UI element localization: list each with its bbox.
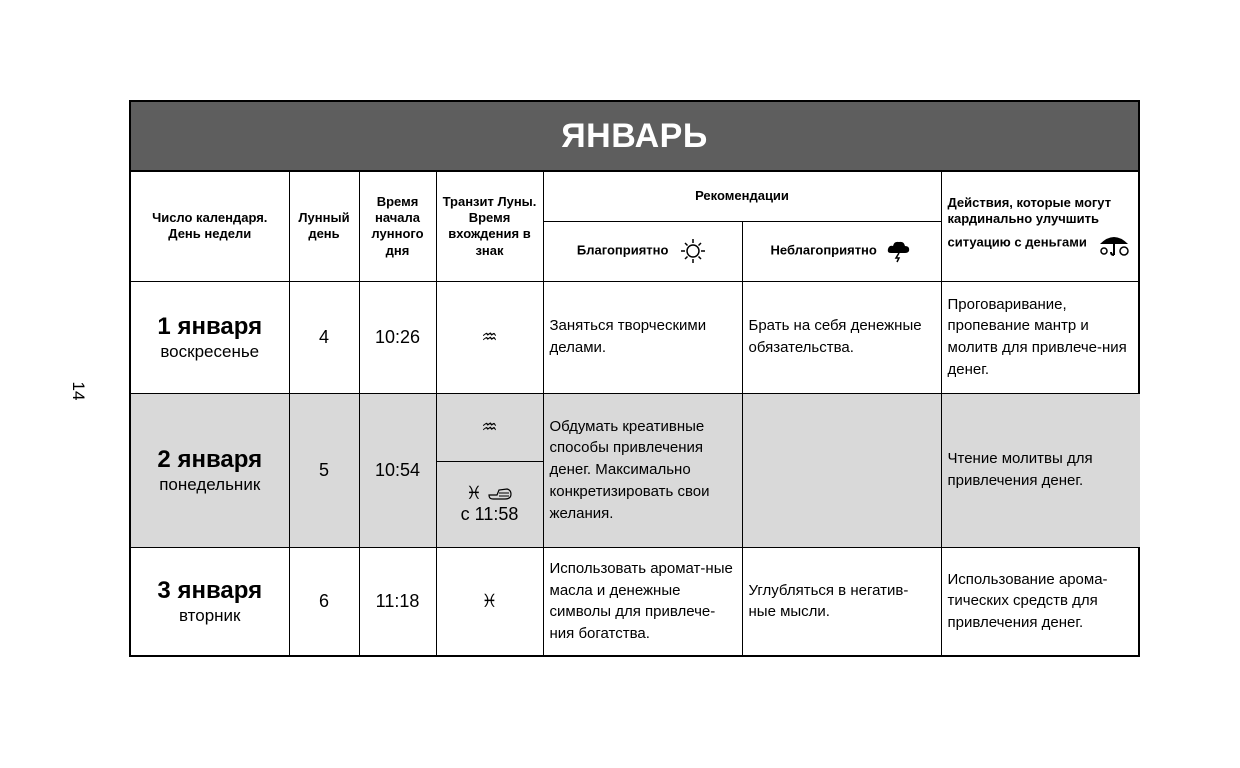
favorable-cell: Использовать аромат-ные масла и денежные символы для привлече-ния богатства.	[543, 547, 742, 655]
actions-cell: Чтение молитвы для привлечения денег.	[941, 393, 1140, 547]
page-number: 14	[69, 381, 88, 401]
aquarius-icon: ♒	[481, 326, 498, 347]
weekday-label: понедельник	[159, 475, 261, 494]
table-row	[131, 393, 1140, 461]
lunar-day-cell: 5	[289, 393, 359, 547]
start-time-cell: 11:18	[359, 547, 436, 655]
date-label: 2 января	[157, 446, 263, 473]
date-label: 3 января	[157, 577, 263, 605]
date-cell	[131, 393, 289, 547]
lunar-day-cell: 6	[289, 547, 359, 655]
transit-cell	[436, 281, 543, 393]
actions-cell: Проговаривание, пропевание мантр и молитв для привлече-ния денег.	[941, 281, 1140, 393]
calendar-grid	[131, 172, 1140, 655]
header-actions-label: Действия, которые могут кардинально улучшить ситуацию с деньгами	[947, 195, 1112, 249]
transit-cell-secondary	[436, 461, 543, 547]
lunar-day-cell: 4	[289, 281, 359, 393]
header-unfavorable-label: Неблагоприятно	[770, 242, 877, 258]
start-time-cell: 10:26	[359, 281, 436, 393]
sun-icon	[678, 238, 708, 264]
unfavorable-cell: Углубляться в негатив-ные мысли.	[742, 547, 941, 655]
transit-cell	[436, 393, 543, 461]
table-row	[131, 281, 1140, 393]
actions-cell: Использование арома-тических средств для привлечения денег.	[941, 547, 1140, 655]
table-row	[131, 547, 1140, 655]
header-actions	[941, 172, 1140, 281]
date-cell	[131, 281, 289, 393]
weekday-label: вторник	[179, 606, 241, 626]
month-title: ЯНВАРЬ	[131, 102, 1138, 172]
date-label: 1 января	[157, 313, 263, 340]
aquarius-icon: ♒	[481, 416, 498, 437]
header-date: Число календаря. День недели	[131, 172, 289, 281]
unfavorable-cell	[742, 393, 941, 547]
hand-icon	[487, 486, 513, 502]
pisces-icon: ♓	[465, 483, 483, 503]
favorable-cell: Обдумать креативные способы привлечения денег. Максимально конкретизировать свои желания.	[543, 393, 742, 547]
header-start-time: Время начала лунного дня	[359, 172, 436, 281]
favorable-cell: Заняться творческими делами.	[543, 281, 742, 393]
header-transit: Транзит Луны. Время вхождения в знак	[436, 172, 543, 281]
calendar-table	[129, 100, 1140, 657]
weekday-label: воскресенье	[160, 342, 260, 361]
header-lunar-day: Лунный день	[289, 172, 359, 281]
header-unfavorable	[742, 221, 941, 281]
storm-cloud-icon	[886, 239, 912, 263]
transit-time: с 11:58	[460, 504, 519, 524]
money-umbrella-icon	[1096, 228, 1132, 258]
unfavorable-cell: Брать на себя денежные обязательства.	[742, 281, 941, 393]
date-cell	[131, 547, 289, 655]
header-favorable-label: Благоприятно	[576, 242, 669, 258]
pisces-icon: ♓	[481, 590, 498, 611]
transit-cell	[436, 547, 543, 655]
header-recommendations: Рекомендации	[543, 172, 941, 221]
header-favorable	[543, 221, 742, 281]
start-time-cell: 10:54	[359, 393, 436, 547]
